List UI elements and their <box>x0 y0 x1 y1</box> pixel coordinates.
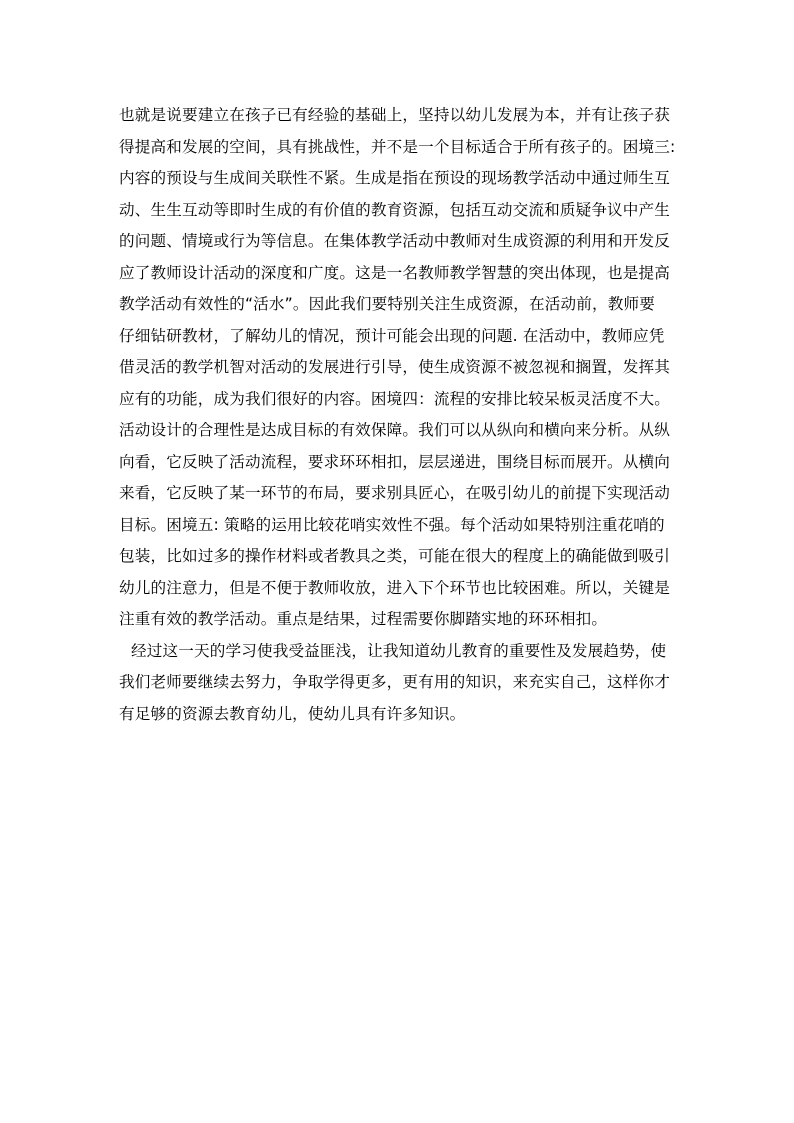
paragraph-line: 幼儿的注意力，但是不便于教师收放，进入下个环节也比较困难。所以，关键是 <box>119 578 671 597</box>
paragraph-line: 来看，它反映了某一环节的布局，要求别具匠心，在吸引幼儿的前提下实现活动 <box>119 484 671 502</box>
paragraph-line: 动、生生互动等即时生成的有价值的教育资源，包括互动交流和质疑争议中产生 <box>119 200 671 219</box>
paragraph-line: 包装，比如过多的操作材料或者教具之类，可能在很大的程度上的确能做到吸引 <box>119 547 671 565</box>
paragraph-line: 教学活动有效性的“活水”。因此我们要特别关注生成资源，在活动前，教师要 <box>119 295 656 313</box>
paragraph-line: 仔细钻研教材，了解幼儿的情况，预计可能会出现的问题. 在活动中，教师应凭 <box>119 326 665 345</box>
paragraph-line: 应了教师设计活动的深度和广度。这是一名教师教学智慧的突出体现，也是提高 <box>119 263 671 282</box>
paragraph-line: 向看，它反映了活动流程，要求环环相扣，层层递进，围绕目标而展开。从横向 <box>119 452 671 471</box>
paragraph-line: 活动设计的合理性是达成目标的有效保障。我们可以从纵向和横向来分析。从纵 <box>119 421 671 439</box>
paragraph-line: 我们老师要继续去努力，争取学得更多，更有用的知识，来充实自己，这样你才 <box>119 673 671 691</box>
paragraph-line: 注重有效的教学活动。重点是结果，过程需要你脚踏实地的环环相扣。 <box>119 610 608 628</box>
paragraph-line: 有足够的资源去教育幼儿，使幼儿具有许多知识。 <box>119 704 466 723</box>
paragraph-line: 经过这一天的学习使我受益匪浅，让我知道幼儿教育的重要性及发展趋势，使 <box>131 641 667 660</box>
paragraph-line: 目标。困境五: 策略的运用比较花哨实效性不强。每个活动如果特别注重花哨的 <box>119 515 665 534</box>
paragraph-line: 内容的预设与生成间关联性不紧。生成是指在预设的现场教学活动中通过师生互 <box>119 169 671 187</box>
paragraph-line: 借灵活的教学机智对活动的发展进行引导，使生成资源不被忽视和搁置，发挥其 <box>119 358 671 376</box>
document-body <box>119 100 683 730</box>
paragraph-line: 应有的功能，成为我们很好的内容。困境四：流程的安排比较呆板灵活度不大。 <box>119 389 671 408</box>
paragraph-line: 也就是说要建立在孩子已有经验的基础上，坚持以幼儿发展为本，并有让孩子获 <box>119 106 671 124</box>
paragraph-line: 的问题、情境或行为等信息。在集体教学活动中教师对生成资源的利用和开发反 <box>119 232 671 250</box>
paragraph-line: 得提高和发展的空间，具有挑战性，并不是一个目标适合于所有孩子的。困境三: <box>119 137 676 156</box>
